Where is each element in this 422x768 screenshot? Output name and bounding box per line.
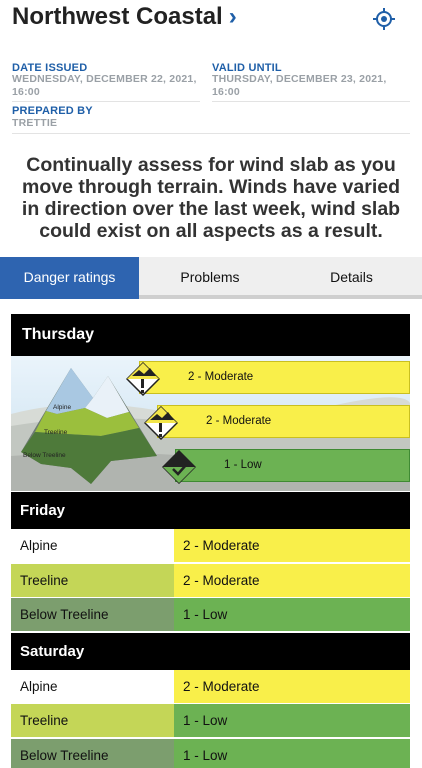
danger-bar-alpine [139, 361, 410, 394]
table-row [11, 704, 410, 737]
prepared-by-value: TRETTIE [12, 117, 58, 129]
date-issued-value: WEDNESDAY, DECEMBER 22, 2021, 16:00 [12, 73, 197, 98]
table-row [11, 739, 410, 768]
date-issued-label: DATE ISSUED [12, 62, 88, 74]
tab-problems[interactable]: Problems [180, 269, 240, 285]
low-danger-icon [162, 450, 196, 484]
meta-divider [212, 101, 410, 102]
elevation-cell-treeline: Treeline [11, 564, 174, 597]
danger-bar-treeline [157, 405, 410, 438]
valid-until-value: THURSDAY, DECEMBER 23, 2021, 16:00 [212, 73, 387, 98]
danger-bar-treeline-label: 2 - Moderate [206, 415, 272, 427]
valid-until-label: VALID UNTIL [212, 62, 282, 74]
rating-cell-moderate: 2 - Moderate [174, 564, 410, 597]
elevation-cell-alpine: Alpine [11, 529, 174, 562]
danger-bar-below-treeline-label: 1 - Low [224, 459, 262, 471]
table-row [11, 670, 410, 703]
rating-cell-low: 1 - Low [174, 598, 410, 631]
table-row [11, 598, 410, 631]
region-title-link[interactable] [12, 3, 237, 31]
meta-divider [12, 133, 410, 134]
moderate-danger-icon [144, 406, 178, 440]
tab-danger-ratings[interactable]: Danger ratings [0, 257, 139, 299]
bulletin-summary: Continually assess for wind slab as you move through terrain. Winds have varied in direction over the last week, wind slab could exist on all aspects as a result. [21, 154, 401, 242]
elevation-cell-below-treeline: Below Treeline [11, 739, 174, 768]
day-heading-saturday: Saturday [11, 633, 410, 670]
tab-bar [0, 257, 422, 299]
elevation-label-below-treeline: Below Treeline [23, 452, 66, 459]
table-row [11, 564, 410, 597]
elevation-cell-alpine: Alpine [11, 670, 174, 703]
rating-cell-moderate: 2 - Moderate [174, 670, 410, 703]
elevation-label-treeline: Treeline [44, 429, 68, 436]
moderate-danger-icon [126, 362, 160, 396]
danger-bar-alpine-label: 2 - Moderate [188, 371, 254, 383]
elevation-danger-graphic [11, 356, 410, 491]
rating-cell-low: 1 - Low [174, 704, 410, 737]
rating-cell-moderate: 2 - Moderate [174, 529, 410, 562]
rating-cell-low: 1 - Low [174, 739, 410, 768]
region-title: Northwest Coastal [12, 3, 223, 30]
prepared-by-label: PREPARED BY [12, 105, 93, 117]
tab-details[interactable]: Details [330, 269, 373, 285]
day-heading-friday: Friday [11, 492, 410, 529]
meta-divider [12, 101, 200, 102]
chevron-right-icon: › [228, 3, 237, 30]
elevation-cell-below-treeline: Below Treeline [11, 598, 174, 631]
day-heading-thursday: Thursday [11, 314, 410, 356]
elevation-label-alpine: Alpine [53, 404, 72, 411]
locate-target-icon[interactable] [373, 8, 395, 30]
elevation-cell-treeline: Treeline [11, 704, 174, 737]
table-row [11, 529, 410, 562]
danger-bar-below-treeline [175, 449, 410, 482]
region-header [0, 0, 422, 40]
